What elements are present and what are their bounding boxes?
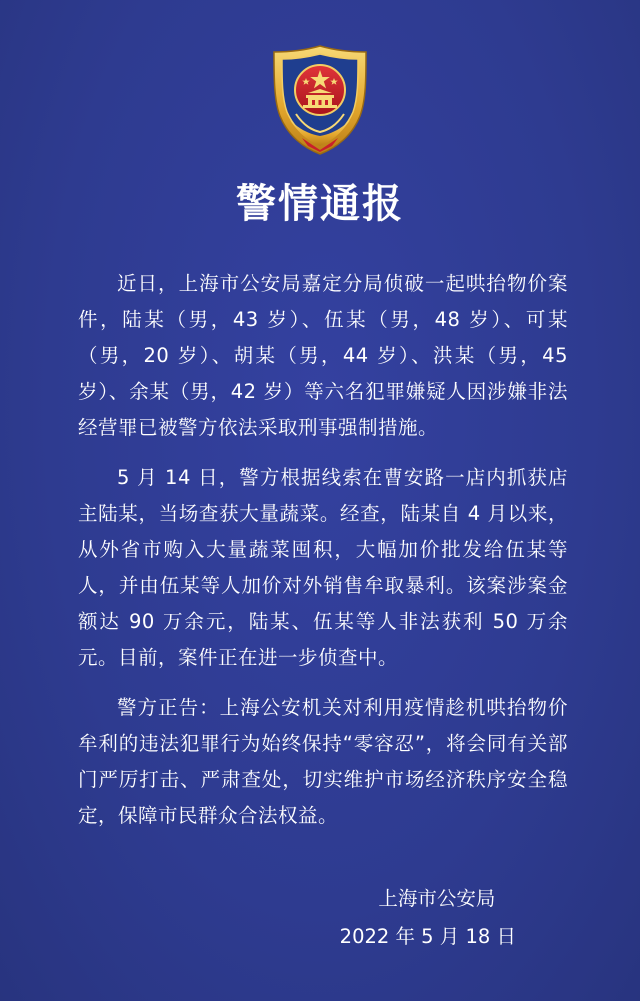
issuer-name: 上海市公安局 [378,887,496,910]
issue-date: 2022 年 5 月 18 日 [339,925,516,948]
notice-signature [340,880,516,956]
notice-paragraph-3: 警方正告：上海公安机关对利用疫情趁机哄抬物价牟利的违法犯罪行为始终保持“零容忍”，将会同有关部门严厉打击、严肃查处，切实维护市场经济秩序安全稳定，保障市民群众合法权益。 [78,696,568,827]
notice-body [78,266,568,848]
notice-paragraph-1: 近日，上海市公安局嘉定分局侦破一起哄抬物价案件，陆某（男，43 岁）、伍某（男，48 岁）、可某（男，20 岁）、胡某（男，44 岁）、洪某（男，45 岁）、余某（男，42 岁）等六名犯罪嫌疑人因涉嫌非法经营罪已被警方依法采取刑事强制措施。 [78,272,568,439]
notice-title: 警情通报 [236,181,404,227]
police-emblem-icon [262,42,378,158]
notice-paragraph-2: 5 月 14 日，警方根据线索在曹安路一店内抓获店主陆某，当场查获大量蔬菜。经查，陆某自 4 月以来，从外省市购入大量蔬菜囤积，大幅加价批发给伍某等人，并由伍某等人加价对外销售牟取暴利。该案涉案金额达 90 万余元，陆某、伍某等人非法获利 50 万余元。目前，案件正在进一步侦查中。 [78,466,568,669]
